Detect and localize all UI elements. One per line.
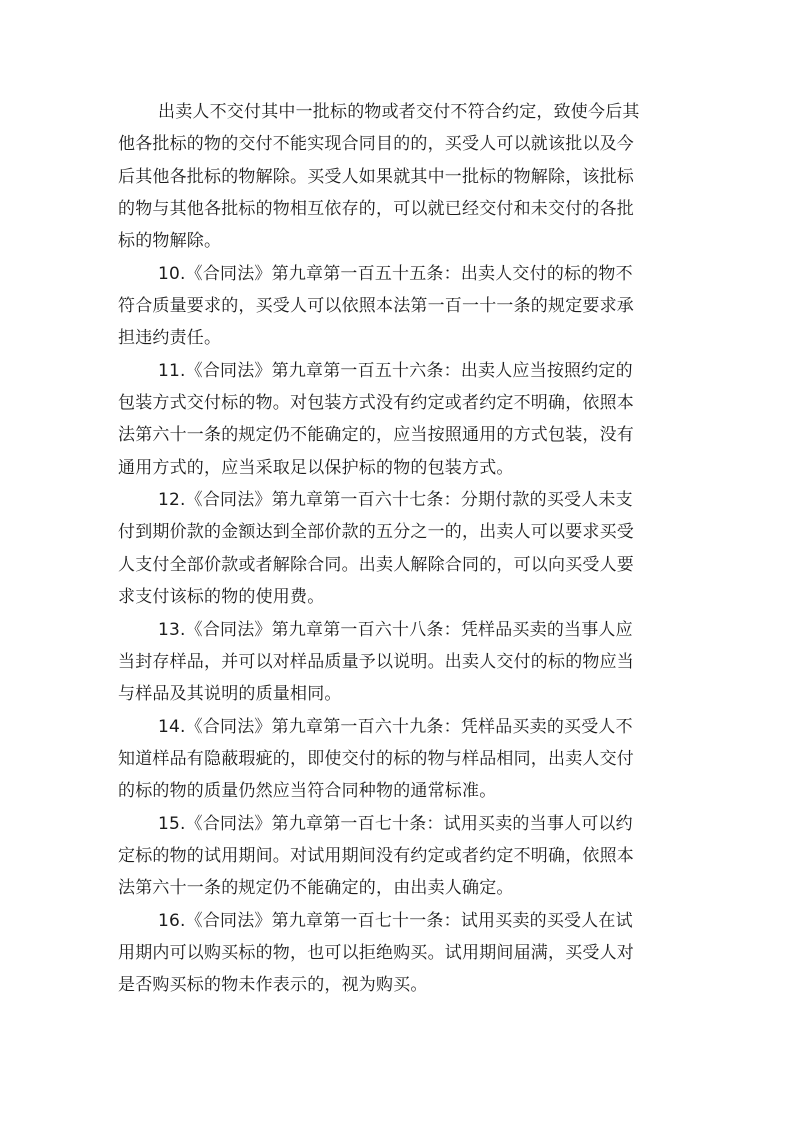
text-line: 12.《合同法》第九章第一百六十七条：分期付款的买受人未支: [158, 490, 633, 511]
text-line: 的物与其他各批标的物相互依存的，可以就已经交付和未交付的各批: [118, 199, 634, 220]
document-body: [118, 96, 688, 1002]
paragraph-installment-delivery: [118, 96, 688, 258]
paragraph-article-155: [118, 258, 688, 355]
text-line: 当封存样品，并可以对样品质量予以说明。出卖人交付的标的物应当: [118, 651, 634, 672]
text-line: 法第六十一条的规定仍不能确定的，应当按照通用的方式包装，没有: [118, 425, 634, 446]
paragraph-article-170: [118, 808, 688, 905]
paragraph-article-168: [118, 614, 688, 711]
text-line: 16.《合同法》第九章第一百七十一条：试用买卖的买受人在试: [158, 910, 633, 931]
paragraph-article-171: [118, 905, 688, 1002]
paragraph-article-169: [118, 711, 688, 808]
text-line: 符合质量要求的，买受人可以依照本法第一百一十一条的规定要求承: [118, 296, 634, 317]
text-line: 是否购买标的物未作表示的，视为购买。: [118, 975, 428, 996]
text-line: 的标的物的质量仍然应当符合同种物的通常标准。: [118, 781, 497, 802]
text-line: 求支付该标的物的使用费。: [118, 587, 325, 608]
text-line: 13.《合同法》第九章第一百六十八条：凭样品买卖的当事人应: [158, 619, 633, 640]
text-line: 付到期价款的金额达到全部价款的五分之一的，出卖人可以要求买受: [118, 522, 634, 543]
text-line: 知道样品有隐蔽瑕疵的，即使交付的标的物与样品相同，出卖人交付: [118, 748, 634, 769]
text-line: 定标的物的试用期间。对试用期间没有约定或者约定不明确，依照本: [118, 845, 634, 866]
text-line: 11.《合同法》第九章第一百五十六条：出卖人应当按照约定的: [158, 360, 633, 381]
text-line: 标的物解除。: [118, 231, 222, 252]
text-line: 人支付全部价款或者解除合同。出卖人解除合同的，可以向买受人要: [118, 554, 634, 575]
text-line: 14.《合同法》第九章第一百六十九条：凭样品买卖的买受人不: [158, 716, 633, 737]
paragraph-article-156: [118, 355, 688, 484]
text-line: 包装方式交付标的物。对包装方式没有约定或者约定不明确，依照本: [118, 393, 634, 414]
paragraph-article-167: [118, 484, 688, 613]
text-line: 通用方式的，应当采取足以保护标的物的包装方式。: [118, 457, 514, 478]
text-line: 与样品及其说明的质量相同。: [118, 684, 342, 705]
text-line: 后其他各批标的物解除。买受人如果就其中一批标的物解除，该批标: [118, 166, 634, 187]
text-line: 15.《合同法》第九章第一百七十条：试用买卖的当事人可以约: [158, 813, 633, 834]
text-line: 用期内可以购买标的物，也可以拒绝购买。试用期间届满，买受人对: [118, 942, 634, 963]
text-line: 出卖人不交付其中一批标的物或者交付不符合约定，致使今后其: [158, 102, 640, 122]
text-line: 10.《合同法》第九章第一百五十五条：出卖人交付的标的物不: [158, 263, 633, 284]
text-line: 担违约责任。: [118, 328, 222, 349]
text-line: 他各批标的物的交付不能实现合同目的的，买受人可以就该批以及今: [118, 134, 634, 155]
text-line: 法第六十一条的规定仍不能确定的，由出卖人确定。: [118, 878, 514, 899]
